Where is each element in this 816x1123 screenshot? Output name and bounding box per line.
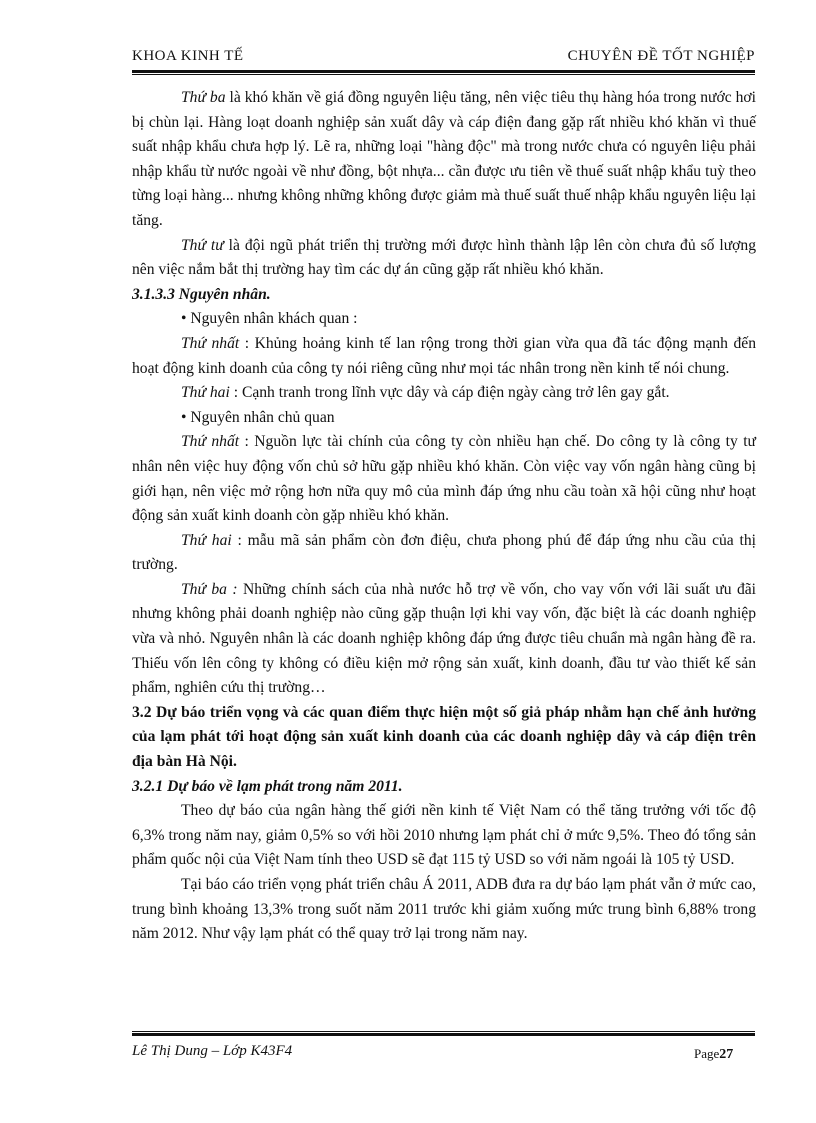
footer-author: Lê Thị Dung – Lớp K43F4: [132, 1043, 293, 1059]
paragraph-text: là đội ngũ phát triển thị trường mới được hình thành lập lên còn chưa đủ số lượng nên việc nắm bắt thị trường hay tìm các dự án cũng gặp rất nhiều khó khăn.: [132, 236, 756, 279]
paragraph-lead: Thứ nhất: [181, 433, 240, 451]
header-divider: [132, 70, 755, 75]
page-number: 27: [719, 1047, 734, 1062]
paragraph-objective-second: [132, 381, 756, 406]
bullet-subjective-causes: • Nguyên nhân chủ quan: [181, 408, 335, 426]
paragraph-text: Những chính sách của nhà nước hỗ trợ về vốn, cho vay vốn với lãi suất ưu đãi nhưng không phải doanh nghiệp nào cũng gặp thuận lợi khi vay vốn, đặc biệt là các doanh nghiệp vừa và nhỏ. Nguyên nhân là các doanh nghiệp không đáp ứng được tiêu chuẩn mà ngân hàng đề ra. Thiếu vốn lên công ty không có điều kiện mở rộng sản xuất, kinh doanh, đầu tư vào thiết kế sản phẩm, nghiên cứu thị trường…: [132, 580, 757, 697]
paragraph-subjective-third: [132, 578, 756, 701]
paragraph-text: : Khủng hoảng kinh tế lan rộng trong thời gian vừa qua đã tác động mạnh đến hoạt động kinh doanh của công ty nói riêng cũng như mọi tác nhân trong nền kinh tế nói chung.: [132, 334, 756, 377]
paragraph-lead: Thứ tư: [181, 236, 224, 254]
paragraph-thu-ba: [132, 86, 756, 234]
footer-page-number: [694, 1046, 733, 1063]
header-title: CHUYÊN ĐỀ TỐT NGHIỆP: [567, 48, 755, 64]
footer-divider: [132, 1031, 755, 1036]
paragraph-lead: Thứ ba: [181, 89, 226, 106]
paragraph-text: : Cạnh tranh trong lĩnh vực dây và cáp điện ngày càng trở lên gay gắt.: [229, 384, 670, 402]
document-body: [132, 86, 756, 947]
header-faculty: KHOA KINH TẾ: [132, 48, 244, 64]
bullet-objective-causes: • Nguyên nhân khách quan :: [181, 310, 358, 328]
paragraph-thu-tu: [132, 234, 756, 283]
paragraph-lead: Thứ ba :: [181, 580, 238, 598]
section-heading-3-2: 3.2 Dự báo triển vọng và các quan điểm thực hiện một số giả pháp nhằm hạn chế ảnh hưởng của lạm phát tới hoạt động sản xuất kinh doanh của các doanh nghiệp dây và cáp điện trên địa bàn Hà Nội.: [132, 703, 756, 771]
paragraph-adb-forecast: Tại báo cáo triển vọng phát triển châu Á 2011, ADB đưa ra dự báo lạm phát vẫn ở mức cao, trung bình khoảng 13,3% trong suốt năm 2011 trước khi giảm xuống mức trung bình 6,88% trong năm 2012. Như vậy lạm phát có thể quay trở lại trong năm nay.: [132, 876, 756, 943]
paragraph-subjective-second: [132, 529, 756, 578]
paragraph-lead: Thứ nhất: [181, 334, 240, 352]
paragraph-subjective-first: [132, 430, 756, 528]
paragraph-objective-first: [132, 332, 756, 381]
section-heading-3-2-1: 3.2.1 Dự báo về lạm phát trong năm 2011.: [132, 777, 403, 795]
page-label: Page: [694, 1046, 720, 1061]
paragraph-text: là khó khăn về giá đồng nguyên liệu tăng, nên việc tiêu thụ hàng hóa trong nước hơi bị chùn lại. Hàng loạt doanh nghiệp sản xuất dây và cáp điện đang gặp rất nhiều khó khăn vì thuế suất nhập khẩu chưa hợp lý. Lẽ ra, những loại "hàng độc" mà trong nước chưa có nguyên liệu phải nhập khẩu từ nước ngoài về như đồng, bột nhựa... cần được ưu tiên về thuế suất nhập khẩu tuỳ theo từng loại hàng... nhưng không những không được giảm mà thuế suất thuế nhập khẩu nguyên liệu lại tăng.: [132, 89, 757, 229]
paragraph-lead: Thứ hai: [181, 531, 232, 549]
paragraph-text: : mẫu mã sản phẩm còn đơn điệu, chưa phong phú để đáp ứng nhu cầu của thị trường.: [132, 531, 756, 574]
paragraph-world-bank-forecast: Theo dự báo của ngân hàng thế giới nền kinh tế Việt Nam có thể tăng trưởng với tốc độ 6,3% trong năm nay, giảm 0,5% so với hồi 2010 nhưng lạm phát chỉ ở mức 9,5%. Theo đó tổng sản phẩm quốc nội của Việt Nam tính theo USD sẽ đạt 115 tỷ USD so với năm ngoái là 105 tỷ USD.: [132, 802, 756, 869]
paragraph-lead: Thứ hai: [181, 384, 230, 402]
section-heading-3-1-3-3: 3.1.3.3 Nguyên nhân.: [132, 285, 271, 303]
paragraph-text: : Nguồn lực tài chính của công ty còn nhiều hạn chế. Do công ty là công ty tư nhân nên việc huy động vốn chủ sở hữu gặp nhiều khó khăn. Còn việc vay vốn ngân hàng cũng bị giới hạn, nên việc mở rộng hơn nữa quy mô của mình đáp ứng nhu cầu toàn xã hội cũng như hoạt động sản xuất kinh doanh còn gặp nhiều khó khăn.: [132, 433, 756, 525]
page-header: [132, 46, 755, 72]
